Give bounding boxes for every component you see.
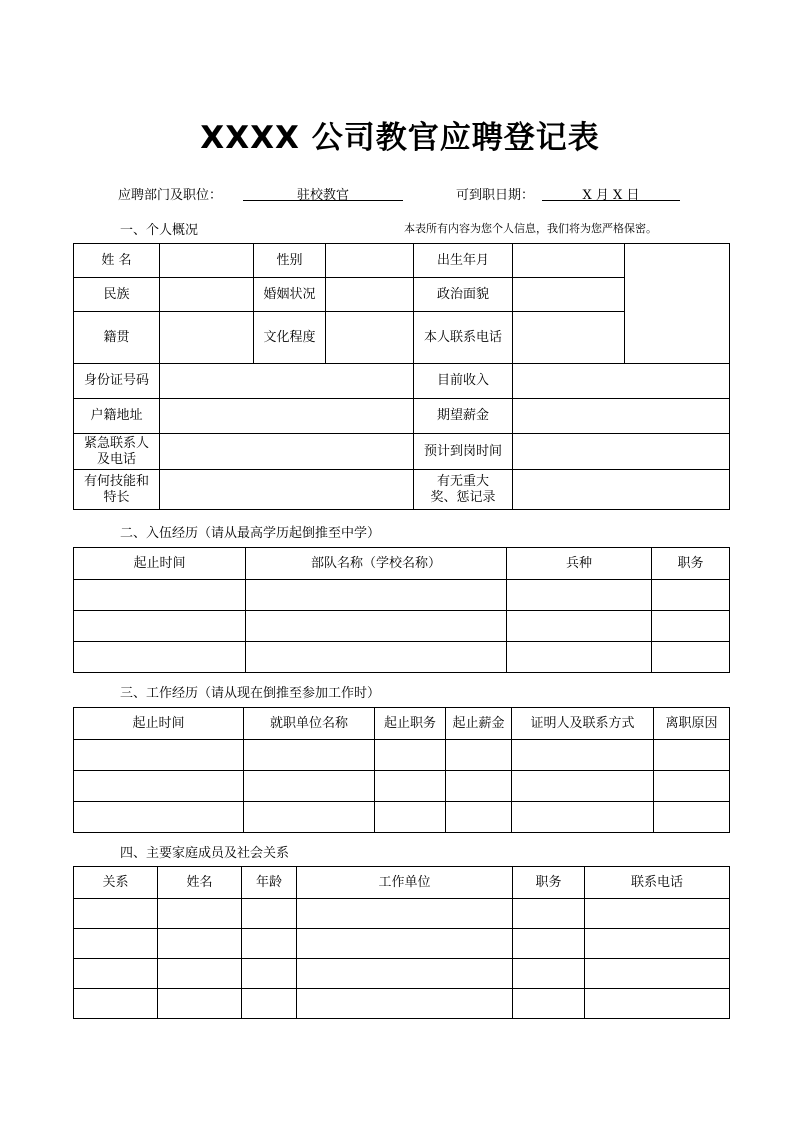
col-name: 姓名 [158, 867, 242, 899]
col-salaries: 起止薪金 [446, 708, 512, 740]
field-gender[interactable] [326, 244, 414, 278]
table-cell[interactable] [242, 899, 297, 929]
table-cell[interactable] [297, 989, 513, 1019]
table-row [74, 929, 730, 959]
col-positions: 起止职务 [375, 708, 446, 740]
form-title: XXXX 公司教官应聘登记表 [200, 120, 600, 156]
table-cell[interactable] [242, 989, 297, 1019]
label-salary: 期望薪金 [414, 399, 513, 434]
table-cell[interactable] [74, 771, 244, 802]
label-gender: 性别 [254, 244, 326, 278]
label-phone: 本人联系电话 [414, 312, 513, 364]
label-skills-line1: 有何技能和 [83, 473, 149, 489]
section2-heading: 二、入伍经历（请从最高学历起倒推至中学） [120, 526, 381, 541]
table-cell[interactable] [375, 771, 446, 802]
table-cell[interactable] [513, 899, 585, 929]
field-income[interactable] [513, 364, 730, 399]
label-name: 姓 名 [74, 244, 160, 278]
section1-heading: 一、个人概况 [120, 223, 199, 238]
table-cell[interactable] [158, 989, 242, 1019]
field-id-number[interactable] [160, 364, 414, 399]
table-row [74, 611, 730, 642]
table-cell[interactable] [512, 740, 654, 771]
table-cell[interactable] [507, 611, 652, 642]
field-address[interactable] [160, 399, 414, 434]
privacy-note: 本表所有内容为您个人信息，我们将为您严格保密。 [404, 222, 657, 235]
col-contact-phone: 联系电话 [585, 867, 730, 899]
table-cell[interactable] [652, 642, 730, 673]
table-cell[interactable] [246, 611, 507, 642]
table-cell[interactable] [74, 959, 158, 989]
label-awards [414, 470, 513, 510]
label-political: 政治面貌 [414, 278, 513, 312]
field-native[interactable] [160, 312, 254, 364]
table-cell[interactable] [654, 802, 730, 833]
table-cell[interactable] [513, 989, 585, 1019]
label-emergency-line1: 紧急联系人 [83, 435, 149, 451]
col-unit-name: 部队名称（学校名称） [246, 548, 507, 580]
table-cell[interactable] [375, 802, 446, 833]
field-birth[interactable] [513, 244, 625, 278]
table-row [74, 642, 730, 673]
field-education[interactable] [326, 312, 414, 364]
table-row [74, 899, 730, 929]
col-workplace: 工作单位 [297, 867, 513, 899]
field-salary[interactable] [513, 399, 730, 434]
table-cell[interactable] [585, 959, 730, 989]
table-cell[interactable] [242, 929, 297, 959]
label-id-number: 身份证号码 [74, 364, 160, 399]
table-cell[interactable] [244, 802, 375, 833]
section3-heading: 三、工作经历（请从现在倒推至参加工作时） [120, 686, 381, 701]
table-row [74, 580, 730, 611]
photo-area[interactable] [625, 244, 730, 364]
table-row [74, 771, 730, 802]
table-cell[interactable] [654, 771, 730, 802]
field-arrival[interactable] [513, 434, 730, 470]
table-cell[interactable] [244, 740, 375, 771]
table-cell[interactable] [246, 642, 507, 673]
table-cell[interactable] [244, 771, 375, 802]
table-cell[interactable] [446, 771, 512, 802]
label-arrival: 预计到岗时间 [414, 434, 513, 470]
family-members-table [73, 866, 730, 1019]
label-birth: 出生年月 [414, 244, 513, 278]
field-skills[interactable] [160, 470, 414, 510]
table-cell[interactable] [158, 899, 242, 929]
table-cell[interactable] [446, 802, 512, 833]
table-row [74, 802, 730, 833]
field-marital[interactable] [326, 278, 414, 312]
table-cell[interactable] [513, 959, 585, 989]
field-phone[interactable] [513, 312, 625, 364]
table-cell[interactable] [74, 642, 246, 673]
label-skills [74, 470, 160, 510]
col-period: 起止时间 [74, 548, 246, 580]
table-cell[interactable] [158, 959, 242, 989]
table-cell[interactable] [74, 740, 244, 771]
dept-value: 驻校教官 [243, 184, 403, 201]
table-cell[interactable] [585, 899, 730, 929]
label-education: 文化程度 [254, 312, 326, 364]
table-row [74, 740, 730, 771]
field-emergency[interactable] [160, 434, 414, 470]
military-history-table [73, 547, 730, 673]
label-skills-line2: 特长 [103, 489, 130, 505]
label-marital: 婚姻状况 [254, 278, 326, 312]
table-cell[interactable] [513, 929, 585, 959]
field-awards[interactable] [513, 470, 730, 510]
dept-label: 应聘部门及职位： [118, 188, 223, 203]
table-cell[interactable] [652, 580, 730, 611]
table-cell[interactable] [74, 580, 246, 611]
label-awards-line1: 有无重大 [436, 473, 489, 489]
label-address: 户籍地址 [74, 399, 160, 434]
col-position: 职务 [652, 548, 730, 580]
field-political[interactable] [513, 278, 625, 312]
table-cell[interactable] [654, 740, 730, 771]
field-ethnicity[interactable] [160, 278, 254, 312]
col-period: 起止时间 [74, 708, 244, 740]
table-cell[interactable] [297, 899, 513, 929]
col-branch: 兵种 [507, 548, 652, 580]
table-cell[interactable] [158, 929, 242, 959]
table-row [74, 989, 730, 1019]
col-relation: 关系 [74, 867, 158, 899]
table-cell[interactable] [585, 989, 730, 1019]
table-cell[interactable] [74, 611, 246, 642]
label-native: 籍贯 [74, 312, 160, 364]
table-cell[interactable] [375, 740, 446, 771]
work-history-table [73, 707, 730, 833]
label-ethnicity: 民族 [74, 278, 160, 312]
table-row [74, 959, 730, 989]
table-cell[interactable] [446, 740, 512, 771]
table-cell[interactable] [74, 929, 158, 959]
table-cell[interactable] [507, 580, 652, 611]
personal-info-table [73, 243, 730, 510]
section4-heading: 四、主要家庭成员及社会关系 [120, 846, 290, 861]
label-emergency-line2: 及电话 [96, 451, 136, 467]
col-employer: 就职单位名称 [244, 708, 375, 740]
table-cell[interactable] [512, 771, 654, 802]
table-cell[interactable] [507, 642, 652, 673]
col-reference: 证明人及联系方式 [512, 708, 654, 740]
table-cell[interactable] [242, 959, 297, 989]
col-job-title: 职务 [513, 867, 585, 899]
label-emergency [74, 434, 160, 470]
table-cell[interactable] [74, 899, 158, 929]
table-cell[interactable] [585, 929, 730, 959]
label-awards-line2: 奖、惩记录 [430, 489, 496, 505]
col-age: 年龄 [242, 867, 297, 899]
table-cell[interactable] [74, 989, 158, 1019]
label-income: 目前收入 [414, 364, 513, 399]
table-cell[interactable] [297, 959, 513, 989]
col-leave-reason: 离职原因 [654, 708, 730, 740]
date-label: 可到职日期： [456, 188, 535, 203]
table-cell[interactable] [512, 802, 654, 833]
table-cell[interactable] [297, 929, 513, 959]
table-cell[interactable] [652, 611, 730, 642]
table-cell[interactable] [246, 580, 507, 611]
date-value: X 月 X 日 [542, 184, 680, 201]
table-cell[interactable] [74, 802, 244, 833]
field-name[interactable] [160, 244, 254, 278]
